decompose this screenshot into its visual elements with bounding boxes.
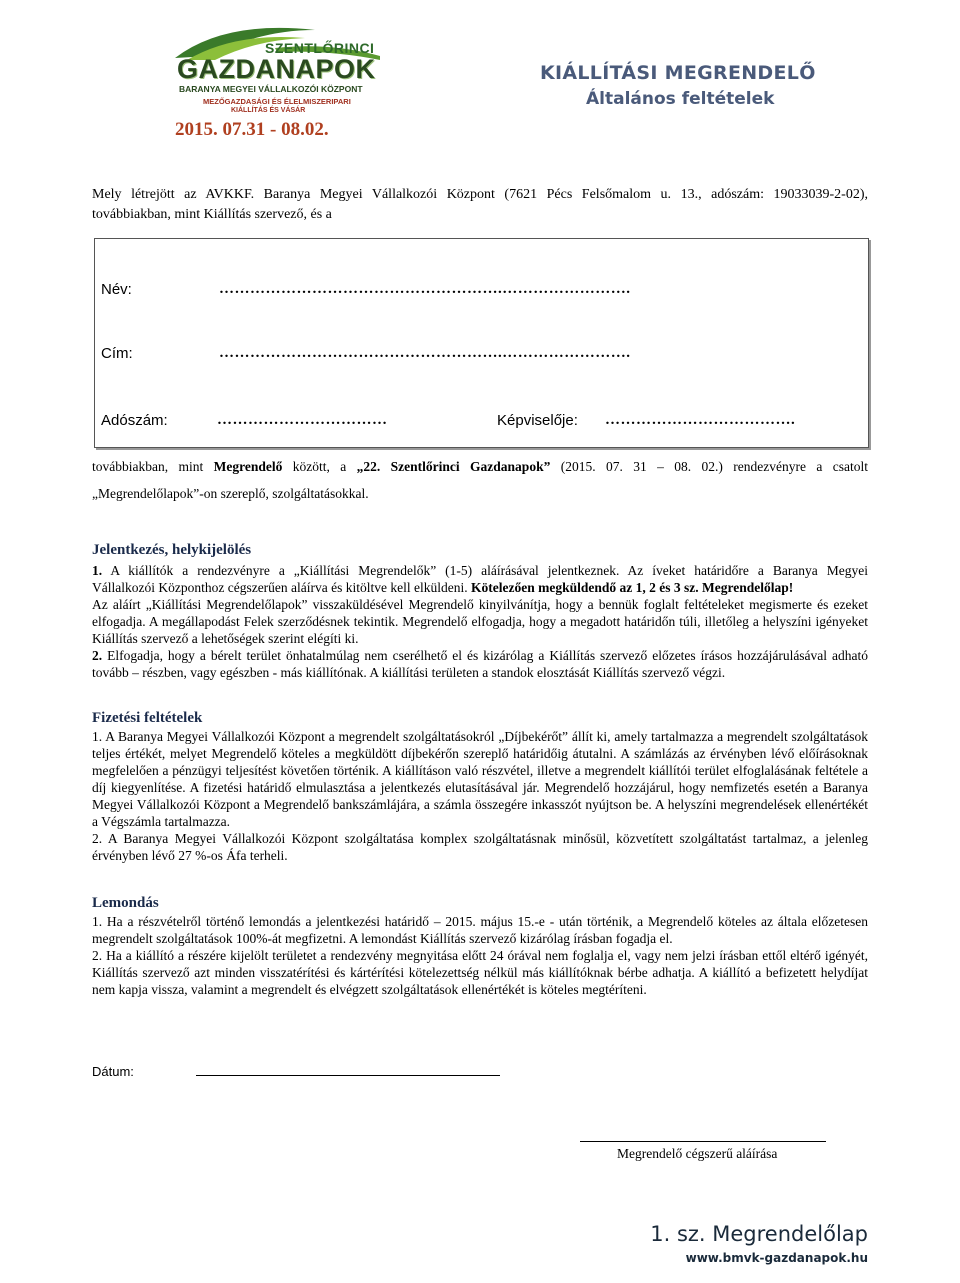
cancellation-paragraphs	[92, 913, 868, 998]
logo-dates: 2015. 07.31 - 08.02.	[175, 119, 329, 140]
logo-brand-text: GAZDANAPOK	[177, 54, 376, 84]
event-name: „22. Szentlőrinci Gazdanapok”	[356, 459, 551, 474]
customer-form-box	[94, 238, 869, 448]
signature-line[interactable]	[580, 1141, 826, 1142]
after-text-f: ) rendezvényre a csatolt	[718, 459, 868, 474]
contract-parties-line2: „Megrendelőlapok”-on szereplő, szolgáltatásokkal.	[92, 486, 369, 501]
payment-p2: 2. A Baranya Megyei Vállalkozói Központ szolgáltatása komplex szolgáltatásnak minősül, közvetített szolgáltatást tartalmaz, a jelenleg érvényben lévő 27 %-os Áfa terheli.	[92, 831, 868, 863]
reg-p1-text-b: Vállalkozói Központhoz cégszerűen aláírva és kitöltve kell elküldeni.	[92, 580, 471, 595]
registration-paragraph1	[92, 562, 868, 681]
reg-p1-line2	[92, 579, 868, 596]
logo-line3: KIÁLLÍTÁS ÉS VÁSÁR	[231, 107, 306, 114]
logo-top-text: SZENTLŐRINCI	[265, 40, 375, 56]
address-field[interactable]: ……………………………………………….…………………….	[219, 345, 631, 361]
reg-p1-number: 1.	[92, 563, 103, 578]
reg-p1-text-c: Az aláírt „Kiállítási Megrendelőlapok” visszaküldésével Megrendelő kinyilvánítja, hogy a bennük foglalt feltételeket megismerte és ezeket elfogadja. A megállapodást Felek szerződésnek tekintik. Megrendelő elfogadja, hogy a megadott határidőn túli, illetőleg a helyszíni igényeket Kiállítás szervező a lehetőségek szerint elégíti ki.	[92, 597, 868, 646]
after-text-e: (2015. 07. 31 – 08. 02.	[550, 459, 719, 474]
reg-p1-text-a: A kiállítók a rendezvényre a „Kiállítási Megrendelők” (1-5) aláírásával jelentkeznek. Az íveket határidőre a Baranya Megyei	[102, 563, 868, 578]
address-label: Cím:	[101, 345, 133, 362]
reg-p1-line1	[92, 562, 868, 579]
footer-form-number: 1. sz. Megrendelőlap	[650, 1222, 868, 1246]
tax-number-field[interactable]: ……………………………	[217, 412, 388, 428]
logo-line1: BARANYA MEGYEI VÁLLALKOZÓI KÖZPONT	[179, 84, 363, 94]
reg-p2-text: Elfogadja, hogy a bérelt terület önhatalmúlag nem cserélhető el és kizárólag a Kiállítás szervező előzetes írásos hozzájárulásával adható tovább – részben, vagy egészben - más kiállítónak. A kiállítási területen a standok elosztását Kiállítás szervező végzi.	[92, 648, 868, 680]
section-heading-cancellation: Lemondás	[92, 895, 159, 911]
tax-number-label: Adószám:	[101, 412, 168, 429]
reg-p2	[92, 647, 868, 681]
representative-label: Képviselője:	[497, 412, 578, 429]
after-text-a: továbbiakban, mint	[92, 459, 214, 474]
date-line[interactable]	[196, 1075, 500, 1076]
section-heading-payment: Fizetési feltételek	[92, 710, 203, 726]
name-label: Név:	[101, 281, 132, 298]
after-text-b: Megrendelő	[213, 459, 283, 474]
intro-line2: továbbiakban, mint Kiállítás szervező, és a	[92, 207, 332, 222]
contract-parties-line	[92, 458, 868, 475]
header-title: KIÁLLÍTÁSI MEGRENDELŐ	[540, 62, 816, 84]
payment-p1: 1. A Baranya Megyei Vállalkozói Központ a megrendelt szolgáltatásokról „Díjbekérőt” állít ki, amely tartalmazza a megrendelt szolgáltatások teljes értékét, melyet Megrendelő köteles a megküldött díjbekérőn szereplő határidőig átutalni. A számlázás az érvényben lévő előírásoknak megfelelően a pénzügyi teljesítést követően történik. A kiállításon való részvétel, illetve a megrendelt kiállítói terület elfoglalásának feltétele a díj kiegyenlítése. A fizetési határidő elmulasztása a jelentkezés elutasításával jár. Megrendelő hozzájárul, hogy nemfizetés esetén a Baranya Megyei Vállalkozói Központ a Megrendelő bankszámlájára, a számla összegére inkasszót nyújtson be. A helyszíni megrendelések ellenértékét a Végszámla tartalmazza.	[92, 729, 868, 829]
section-heading-registration: Jelentkezés, helykijelölés	[92, 542, 252, 558]
name-field[interactable]: ……………………………………………….…………………….	[219, 281, 631, 297]
after-text-c: között, a	[282, 459, 357, 474]
reg-p2-number: 2.	[92, 648, 103, 663]
cancellation-p2: 2. Ha a kiállító a részére kijelölt területet a rendezvény megnyitása előtt 24 órával nem foglalja el, vagy nem jelzi írásban ettől eltérő igényét, Kiállítás szervező azt minden visszatérítési és kártérítési kötelezettség nélkül más kiállítóknak bérbe adhatja. A kiállító a befizetett helydíjat nem kapja vissza, valamint a megrendelt és elvégzett szolgáltatások ellenértékét is köteles megtéríteni.	[92, 948, 868, 997]
representative-field[interactable]: ……………………………….	[605, 412, 796, 428]
payment-paragraphs	[92, 728, 868, 864]
date-label: Dátum:	[92, 1064, 134, 1079]
gazdanapok-logo	[165, 18, 395, 148]
reg-p1-required: Kötelezően megküldendő az 1, 2 és 3 sz. Megrendelőlap!	[471, 580, 794, 595]
intro-line1: Mely létrejött az AVKKF. Baranya Megyei Vállalkozói Központ (7621 Pécs Felsőmalom u. 13., adószám: 19033039-2-02),	[92, 187, 868, 202]
cancellation-p1: 1. Ha a részvételről történő lemondás a jelentkezési határidő – 2015. május 15.-e - után történik, a Megrendelő köteles az általa előzetesen megrendelt szolgáltatások 100%-át megfizetni. A lemondást Kiállítás szervező kizárólag írásban fogadja el.	[92, 914, 868, 946]
logo-line2: MEZŐGAZDASÁGI ÉS ÉLELMISZERIPARI	[203, 97, 351, 106]
header-subtitle: Általános feltételek	[586, 89, 775, 109]
footer-url: www.bmvk-gazdanapok.hu	[685, 1251, 868, 1265]
signature-label: Megrendelő cégszerű aláírása	[617, 1146, 778, 1161]
